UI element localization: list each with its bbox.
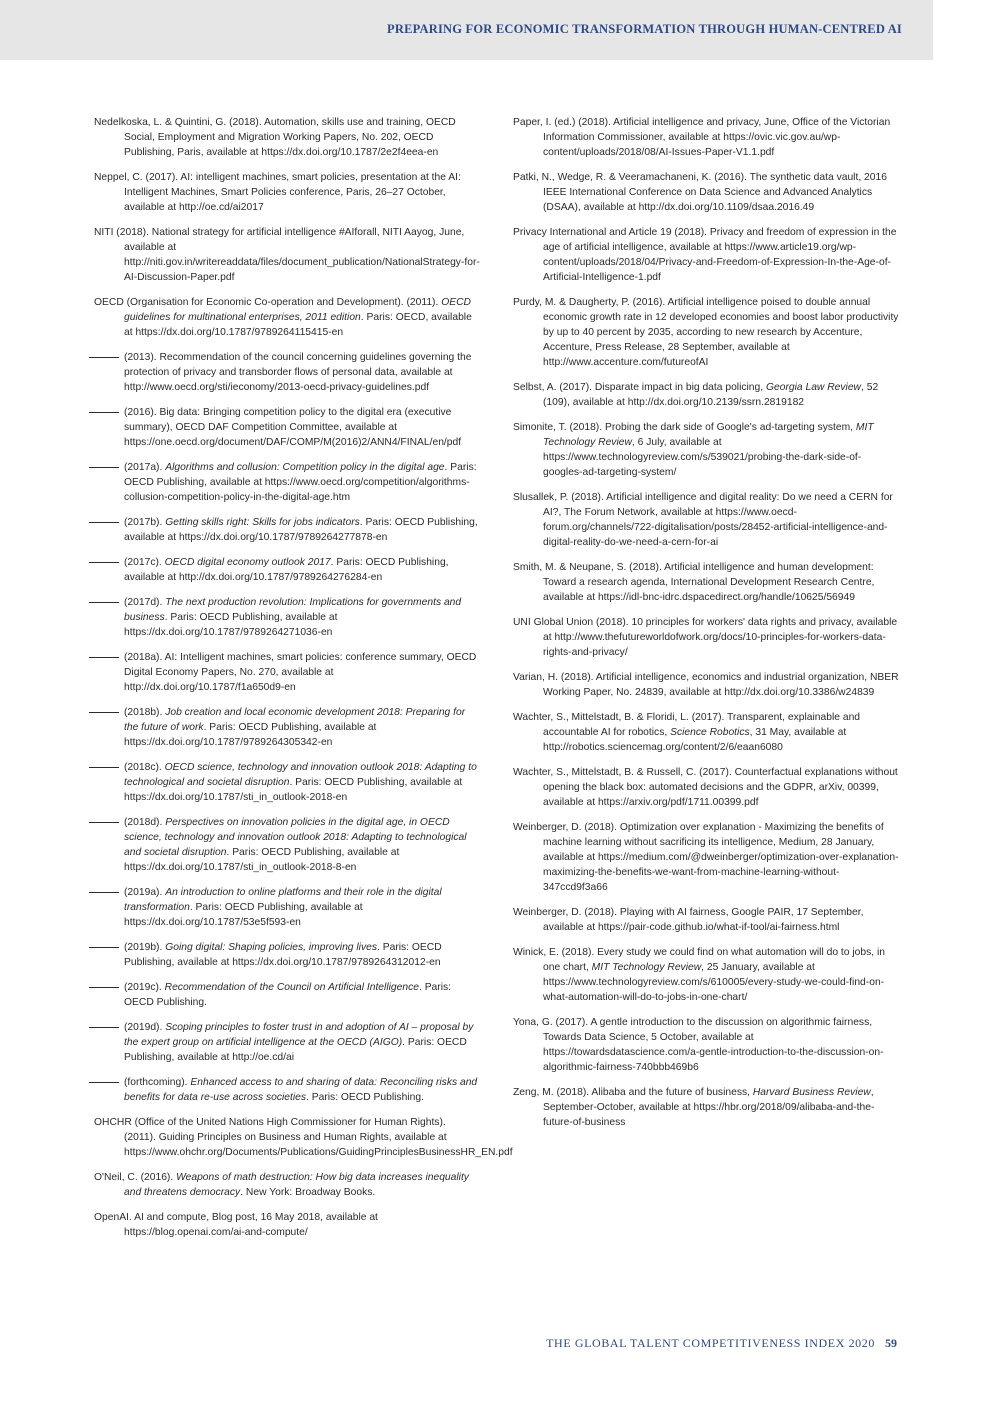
same-author-dash — [89, 602, 119, 603]
reference-text: (2019b). — [124, 942, 166, 953]
reference-text: Yona, G. (2017). A gentle introduction to the discussion on algorithmic fairness, Towards Data Science, 5 October, available at https://towardsdatascience.com/a-gentle-introduction-to-the-discussion-on-algorithmic-fairness-740bbb469b6 — [513, 1017, 884, 1073]
reference-entry — [94, 515, 480, 545]
reference-text: Patki, N., Wedge, R. & Veeramachaneni, K. (2016). The synthetic data vault, 2016 IEEE International Conference on Data Science and Advanced Analytics (DSAA), available at http://dx.doi.org/10.1109/dsaa.2016.49 — [513, 172, 887, 213]
reference-title-italic: Scoping principles to foster trust in and adoption of AI – proposal by the expert group on artificial intelligence at the OECD (AIGO) — [124, 1022, 474, 1048]
reference-text: Zeng, M. (2018). Alibaba and the future of business, — [513, 1087, 753, 1098]
reference-text: Nedelkoska, L. & Quintini, G. (2018). Automation, skills use and training, OECD Social, Employment and Migration Working Papers, No. 202, OECD Publishing, Paris, available at https://dx.doi.org/10.1787/2e2f4eea-en — [94, 117, 456, 158]
reference-title-italic: The next production revolution: Implications for governments and business — [124, 597, 462, 623]
reference-text: Slusallek, P. (2018). Artificial intelligence and digital reality: Do we need a CERN for AI?, The Forum Network, available at https://www.oecd-forum.org/channels/722-digitalisation/posts/28452-artificial-intelligence-and-digital-reality-do-we-need-a-cern-for-ai — [513, 492, 893, 548]
reference-title-italic: Georgia Law Review — [765, 382, 861, 393]
reference-entry — [94, 460, 480, 505]
reference-text: (2017c). — [124, 557, 165, 568]
same-author-dash — [89, 767, 119, 768]
footer-index-title: THE GLOBAL TALENT COMPETITIVENESS INDEX 2020 — [546, 1336, 875, 1350]
reference-text: O'Neil, C. (2016). — [94, 1172, 177, 1183]
reference-text: OHCHR (Office of the United Nations High Commissioner for Human Rights). (2011). Guiding Principles on Business and Human Rights, available at https://www.ohchr.org/Documents/Publications/GuidingPrinciplesBusinessHR_EN.pdf — [94, 1117, 513, 1158]
reference-entry — [513, 820, 899, 895]
reference-entry — [94, 705, 480, 750]
reference-text: (2018d). — [124, 817, 166, 828]
reference-text: . Paris: OECD Publishing, available at https://dx.doi.org/10.1787/9789264312012-en — [124, 942, 442, 968]
reference-entry — [513, 295, 899, 370]
page-number: 59 — [885, 1336, 897, 1350]
same-author-dash — [89, 947, 119, 948]
reference-text: , September-October, available at https://hbr.org/2018/09/alibaba-and-the-future-of-business — [543, 1087, 875, 1128]
reference-entry — [94, 1210, 480, 1240]
same-author-dash — [89, 822, 119, 823]
page-footer — [546, 1336, 897, 1351]
reference-text: (2018a). AI: Intelligent machines, smart policies: conference summary, OECD Digital Economy Papers, No. 270, available at http://dx.doi.org/10.1787/f1a650d9-en — [124, 652, 477, 693]
reference-text: (2017a). — [124, 462, 166, 473]
reference-entry — [94, 980, 480, 1010]
reference-text: (2013). Recommendation of the council concerning guidelines governing the protection of privacy and transborder flows of personal data, available at http://www.oecd.org/sti/ieconomy/2013-oecd-privacy-guidelines.pdf — [124, 352, 472, 393]
reference-title-italic: MIT Technology Review — [591, 962, 702, 973]
reference-entry — [513, 710, 899, 755]
reference-text: . Paris: OECD Publishing, available at https://dx.doi.org/10.1787/9789264277878-en — [124, 517, 478, 543]
reference-entry — [513, 945, 899, 1005]
same-author-dash — [89, 522, 119, 523]
reference-title-italic: Recommendation of the Council on Artificial Intelligence — [164, 982, 419, 993]
reference-text: . Paris: OECD Publishing, available at https://www.oecd.org/competition/algorithms-collusion-competition-policy-in-the-digital-age.htm — [124, 462, 477, 503]
reference-text: . Paris: OECD Publishing, available at https://dx.doi.org/10.1787/9789264271036-en — [124, 612, 338, 638]
reference-text: Paper, I. (ed.) (2018). Artificial intelligence and privacy, June, Office of the Victorian Information Commissioner, available at https://ovic.vic.gov.au/wp-content/uploads/2018/08/AI-Issues-Paper-V1.1.pdf — [513, 117, 891, 158]
reference-entry — [513, 1085, 899, 1130]
reference-text: Wachter, S., Mittelstadt, B. & Russell, C. (2017). Counterfactual explanations without opening the black box: automated decisions and the GDPR, arXiv, 00399, available at https://arxiv.org/pdf/1711.00399.pdf — [513, 767, 898, 808]
reference-title-italic: Harvard Business Review — [752, 1087, 871, 1098]
references-left-column — [94, 115, 513, 1250]
reference-entry — [94, 1170, 480, 1200]
reference-entry — [513, 1015, 899, 1075]
reference-text: , 6 July, available at https://www.technologyreview.com/s/539021/probing-the-dark-side-of-googles-ad-targeting-system/ — [543, 437, 862, 478]
reference-entry — [94, 940, 480, 970]
running-header — [0, 0, 933, 60]
same-author-dash — [89, 412, 119, 413]
reference-entry — [94, 225, 480, 285]
reference-entry — [94, 650, 480, 695]
reference-title-italic: Perspectives on innovation policies in the digital age, in OECD science, technology and innovation outlook 2018: Adapting to technological and societal disruption — [124, 817, 467, 858]
reference-entry — [94, 350, 480, 395]
reference-text: . Paris: OECD Publishing. — [124, 982, 452, 1008]
reference-text: (forthcoming). — [124, 1077, 191, 1088]
reference-text: (2019a). — [124, 887, 166, 898]
reference-entry — [513, 490, 899, 550]
reference-entry — [94, 555, 480, 585]
same-author-dash — [89, 1082, 119, 1083]
reference-text: OECD (Organisation for Economic Co-operation and Development). (2011). — [94, 297, 442, 308]
reference-title-italic: An introduction to online platforms and their role in the digital transformation — [124, 887, 442, 913]
reference-text: , 52 (109), available at http://dx.doi.org/10.2139/ssrn.2819182 — [543, 382, 879, 408]
reference-title-italic: Going digital: Shaping policies, improving lives — [165, 942, 377, 953]
reference-entry — [94, 1115, 513, 1160]
reference-entry — [94, 295, 480, 340]
reference-text: Neppel, C. (2017). AI: intelligent machines, smart policies, presentation at the AI: Intelligent Machines, Smart Policies conference, Paris, 26–27 October, available at http://oe.cd/ai2017 — [94, 172, 461, 213]
reference-text: . Paris: OECD Publishing, available at https://dx.doi.org/10.1787/53e5f593-en — [124, 902, 363, 928]
same-author-dash — [89, 467, 119, 468]
reference-text: Purdy, M. & Daugherty, P. (2016). Artificial intelligence poised to double annual economic growth rate in 12 developed economies and boost labor productivity by up to 40 percent by 2035, according to new research by Accenture, Accenture, Press Release, 28 September, available at http://www.accenture.com/futureofAI — [513, 297, 899, 368]
reference-text: NITI (2018). National strategy for artificial intelligence #AIforall, NITI Aayog, June, available at http://niti.gov.in/writereaddata/files/document_publication/NationalStrategy-for-AI-Discussion-Paper.pdf — [94, 227, 480, 283]
reference-text: Privacy International and Article 19 (2018). Privacy and freedom of expression in the age of artificial intelligence, available at https://www.article19.org/wp-content/uploads/2018/04/Privacy-and-Freedom-of-Expression-In-the-Age-of-Artificial-Intelligence-1.pdf — [513, 227, 897, 283]
reference-entry — [94, 1075, 480, 1105]
same-author-dash — [89, 987, 119, 988]
same-author-dash — [89, 562, 119, 563]
reference-entry — [94, 1020, 480, 1065]
reference-text: OpenAI. AI and compute, Blog post, 16 May 2018, available at https://blog.openai.com/ai-and-compute/ — [94, 1212, 378, 1238]
running-header-title: PREPARING FOR ECONOMIC TRANSFORMATION THROUGH HUMAN-CENTRED AI — [387, 22, 902, 36]
reference-title-italic: MIT Technology Review — [543, 422, 874, 448]
reference-title-italic: Enhanced access to and sharing of data: Reconciling risks and benefits for data re-use across societies — [124, 1077, 478, 1103]
reference-text: Weinberger, D. (2018). Optimization over explanation - Maximizing the benefits of machine learning without sacrificing its intelligence, Medium, 28 January, available at https://medium.com/@dweinberger/optimization-over-explanation-maximizing-the-benefits-we-want-from-machine-learning-without-347ccd9f3a66 — [513, 822, 899, 893]
reference-text: . New York: Broadway Books. — [240, 1187, 376, 1198]
reference-text: (2019c). — [124, 982, 165, 993]
same-author-dash — [89, 712, 119, 713]
reference-title-italic: OECD guidelines for multinational enterprises, 2011 edition — [124, 297, 471, 323]
reference-text: (2018b). — [124, 707, 166, 718]
reference-text: (2017b). — [124, 517, 166, 528]
reference-text: Weinberger, D. (2018). Playing with AI fairness, Google PAIR, 17 September, available at https://pair-code.github.io/what-if-tool/ai-fairness.html — [513, 907, 864, 933]
reference-entry — [513, 420, 899, 480]
reference-text: UNI Global Union (2018). 10 principles for workers' data rights and privacy, available at http://www.thefutureworldofwork.org/docs/10-principles-for-workers-data-rights-and-privacy/ — [513, 617, 898, 658]
same-author-dash — [89, 1027, 119, 1028]
reference-text: Varian, H. (2018). Artificial intelligence, economics and industrial organization, NBER Working Paper, No. 24839, available at http://dx.doi.org/10.3386/w24839 — [513, 672, 899, 698]
reference-entry — [94, 760, 480, 805]
reference-text: . Paris: OECD Publishing, available at https://dx.doi.org/10.1787/sti_in_outlook-2018-en — [124, 777, 463, 803]
reference-text: . Paris: OECD Publishing, available at https://dx.doi.org/10.1787/9789264305342-en — [124, 722, 377, 748]
same-author-dash — [89, 892, 119, 893]
reference-text: , 25 January, available at https://www.technologyreview.com/s/610005/every-study-we-could-find-on-what-automation-will-do-to-jobs-in-one-chart/ — [543, 962, 885, 1003]
reference-text: (2017d). — [124, 597, 166, 608]
reference-entry — [94, 595, 480, 640]
reference-entry — [513, 380, 899, 410]
reference-text: Smith, M. & Neupane, S. (2018). Artificial intelligence and human development: Toward a research agenda, International Development Research Centre, available at https://idl-bnc-idrc.dspacedirect.org/handle/10625/56949 — [513, 562, 875, 603]
reference-entry — [513, 225, 899, 285]
reference-entry — [94, 815, 480, 875]
references-right-column — [513, 115, 899, 1140]
reference-title-italic: Science Robotics — [670, 727, 750, 738]
reference-text: Winick, E. (2018). Every study we could find on what automation will do to jobs, in one chart, — [513, 947, 886, 973]
reference-text: (2018c). — [124, 762, 165, 773]
reference-entry — [513, 115, 899, 160]
reference-title-italic: OECD digital economy outlook 2017 — [164, 557, 331, 568]
reference-text: . Paris: OECD Publishing. — [306, 1092, 424, 1103]
reference-entry — [94, 115, 480, 160]
reference-text: (2016). Big data: Bringing competition policy to the digital era (executive summary), OECD DAF Competition Committee, available at https://one.oecd.org/document/DAF/COMP/M(2016)2/ANN4/FINAL/en/pdf — [124, 407, 462, 448]
reference-entry — [94, 885, 480, 930]
reference-entry — [513, 905, 899, 935]
reference-text: Selbst, A. (2017). Disparate impact in big data policing, — [513, 382, 766, 393]
reference-title-italic: OECD science, technology and innovation outlook 2018: Adapting to technological and societal disruption — [124, 762, 477, 788]
reference-text: (2019d). — [124, 1022, 166, 1033]
reference-text: . Paris: OECD Publishing, available at http://oe.cd/ai — [124, 1037, 467, 1063]
reference-entry — [513, 170, 899, 215]
reference-text: . Paris: OECD, available at https://dx.doi.org/10.1787/9789264115415-en — [124, 312, 472, 338]
reference-text: . Paris: OECD Publishing, available at https://dx.doi.org/10.1787/sti_in_outlook-2018-8-en — [124, 847, 400, 873]
reference-entry — [513, 670, 899, 700]
reference-title-italic: Getting skills right: Skills for jobs indicators — [165, 517, 360, 528]
reference-text: . Paris: OECD Publishing, available at http://dx.doi.org/10.1787/9789264276284-en — [124, 557, 449, 583]
same-author-dash — [89, 357, 119, 358]
reference-text: Simonite, T. (2018). Probing the dark side of Google's ad-targeting system, — [513, 422, 856, 433]
reference-entry — [94, 405, 480, 450]
reference-title-italic: Weapons of math destruction: How big data increases inequality and threatens democracy — [124, 1172, 469, 1198]
reference-title-italic: Job creation and local economic development 2018: Preparing for the future of work — [124, 707, 466, 733]
reference-text: Wachter, S., Mittelstadt, B. & Floridi, L. (2017). Transparent, explainable and accountable AI for robotics, — [513, 712, 861, 738]
reference-entry — [513, 560, 899, 605]
same-author-dash — [89, 657, 119, 658]
reference-text: , 31 May, available at http://robotics.sciencemag.org/content/2/6/eaan6080 — [543, 727, 847, 753]
reference-entry — [513, 765, 899, 810]
reference-title-italic: Algorithms and collusion: Competition policy in the digital age — [165, 462, 445, 473]
reference-entry — [513, 615, 899, 660]
reference-entry — [94, 170, 480, 215]
